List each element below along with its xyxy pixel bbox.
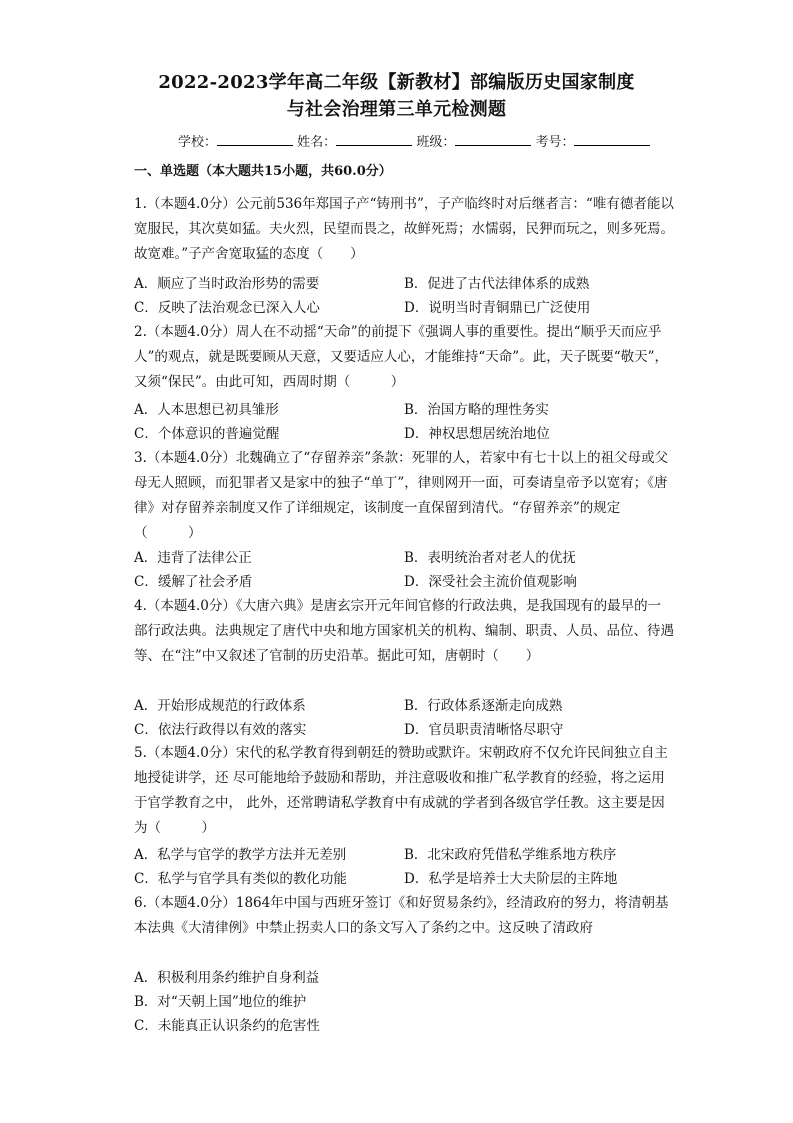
question-5-option-b[interactable]: B．北宋政府凭借私学维系地方秩序 [404, 847, 617, 863]
question-5-option-c[interactable]: C．私学与官学具有类似的教化功能 [134, 871, 347, 887]
question-5-stem: 5.（本题4.0分）宋代的私学教育得到朝廷的赞助或默许。宋朝政府不仅允许民间独立自主地授徒讲学，还 尽可能地给予鼓励和帮助，并注意吸收和推广私学教育的经验，将之运用于官学教育之中， 此外，还常聘请私学教育中有成就的学者到各级官学任教。这主要是因为（ ） [134, 745, 668, 836]
question-1-option-a[interactable]: A．顺应了当时政治形势的需要 [134, 276, 320, 292]
question-4-option-d[interactable]: D．官员职责清晰恪尽职守 [404, 722, 564, 738]
question-1-option-d[interactable]: D．说明当时青铜鼎已广泛使用 [404, 300, 591, 316]
question-1-stem: 1.（本题4.0分）公元前536年郑国子产“铸刑书”，子产临终时对后继者言：“唯有德者能以宽服民，其次莫如猛。夫火烈，民望而畏之，故鲜死焉；水懦弱，民狎而玩之，则多死焉。故宽难。”子产舍宽取猛的态度（ ） [134, 196, 674, 262]
question-4-option-c[interactable]: C．依法行政得以有效的落实 [134, 722, 307, 738]
question-6-options [134, 966, 674, 1038]
question-6-option-c[interactable]: C．未能真正认识条约的危害性 [134, 1018, 320, 1034]
question-5-option-d[interactable]: D．私学是培养士大夫阶层的主阵地 [404, 871, 618, 887]
question-3-option-b[interactable]: B．表明统治者对老人的优抚 [404, 550, 576, 566]
question-4-stem: 4.（本题4.0分）《大唐六典》是唐玄宗开元年间官修的行政法典，是我国现有的最早的一部行政法典。法典规定了唐代中央和地方国家机关的机构、编制、职责、人员、品位、待遇等、在“注”中又叙述了官制的历史沿革。据此可知，唐朝时（ ） [134, 598, 674, 664]
school-label: 学校： [178, 135, 218, 150]
question-2-stem: 2.（本题4.0分）周人在不动摇“天命”的前提下《强调人事的重要性。提出“顺乎天而应乎人”的观点，就是既要顾从天意，又要适应人心，才能维持“天命”。此，天子既要“敬天”，又须“保民”。由此可知，西周时期（ ） [134, 324, 669, 390]
class-label: 班级： [416, 135, 456, 150]
class-blank[interactable] [455, 133, 531, 146]
student-info-line [178, 131, 650, 150]
question-6-option-a[interactable]: A．积极利用条约维护自身利益 [134, 970, 320, 986]
number-blank[interactable] [574, 133, 650, 146]
exam-title-line1: 2022-2023学年高二年级【新教材】部编版历史国家制度 [158, 72, 635, 93]
question-1-options [134, 272, 674, 320]
question-3-stem: 3.（本题4.0分）北魏确立了“存留养亲”条款：死罪的人，若家中有七十以上的祖父母或父母无人照顾，而犯罪者又是家中的独子“单丁”，律则网开一面，可奏请皇帝予以宽宥；《唐律》对存留养亲制度又作了详细规定，该制度一直保留到清代。“存留养亲”的规定（ ） [134, 450, 669, 541]
question-1-option-c[interactable]: C．反映了法治观念已深入人心 [134, 300, 320, 316]
number-label: 考号： [535, 135, 575, 150]
exam-title-line2: 与社会治理第三单元检测题 [286, 99, 507, 120]
question-2-option-a[interactable]: A．人本思想已初具雏形 [134, 402, 279, 418]
question-6-option-b[interactable]: B．对“天朝上国”地位的维护 [134, 994, 307, 1010]
question-2-option-c[interactable]: C．个体意识的普遍觉醒 [134, 426, 280, 442]
question-2-options [134, 398, 674, 446]
question-5-options [134, 843, 674, 891]
question-6-stem: 6.（本题4.0分）1864年中国与西班牙签订《和好贸易条约》，经清政府的努力，将清朝基本法典《大清律例》中禁止拐卖人口的条文写入了条约之中。这反映了清政府 [134, 895, 669, 936]
question-5-option-a[interactable]: A．私学与官学的教学方法并无差别 [134, 847, 347, 863]
school-blank[interactable] [217, 133, 293, 146]
question-1-option-b[interactable]: B．促进了古代法律体系的成熟 [404, 276, 590, 292]
question-3-option-d[interactable]: D．深受社会主流价值观影响 [404, 574, 577, 590]
question-2-option-d[interactable]: D．神权思想居统治地位 [404, 426, 550, 442]
section-heading: 一、单选题（本大题共15小题，共60.0分） [134, 164, 392, 179]
name-label: 姓名： [297, 135, 337, 150]
question-3-option-c[interactable]: C．缓解了社会矛盾 [134, 574, 253, 590]
question-4-option-b[interactable]: B．行政体系逐渐走向成熟 [404, 698, 563, 714]
question-3-options [134, 546, 674, 594]
question-4-options [134, 694, 674, 742]
name-blank[interactable] [336, 133, 412, 146]
question-4-option-a[interactable]: A．开始形成规范的行政体系 [134, 698, 306, 714]
question-3-option-a[interactable]: A．违背了法律公正 [134, 550, 252, 566]
question-2-option-b[interactable]: B．治国方略的理性务实 [404, 402, 549, 418]
